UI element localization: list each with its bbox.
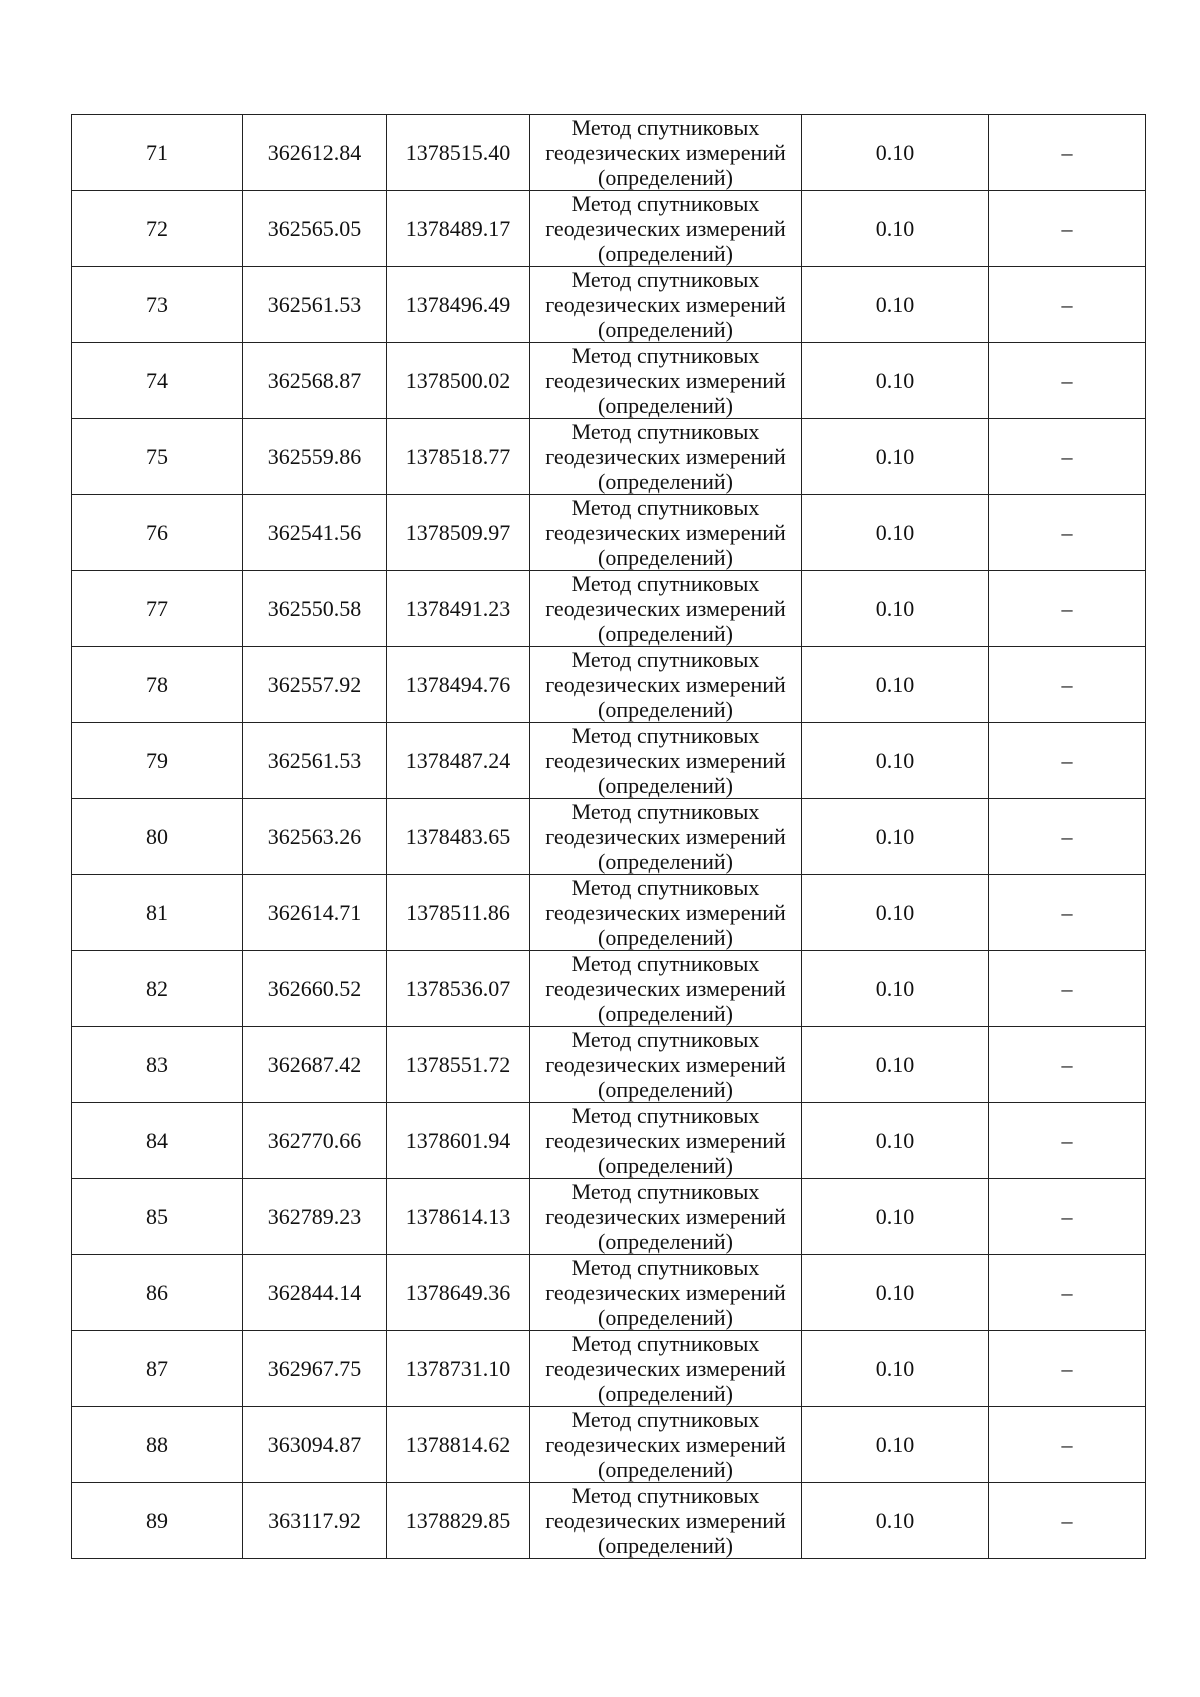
x-coordinate-cell: 362687.42	[243, 1027, 387, 1103]
note-cell: –	[989, 343, 1146, 419]
y-coordinate-cell: 1378601.94	[387, 1103, 530, 1179]
method-line: Метод спутниковых	[571, 343, 760, 368]
accuracy-cell: 0.10	[802, 1027, 989, 1103]
y-coordinate-cell: 1378491.23	[387, 571, 530, 647]
method-line: геодезических измерений	[545, 1128, 786, 1153]
method-cell	[530, 1179, 802, 1255]
method-cell	[530, 1483, 802, 1559]
table-row	[72, 1483, 1146, 1559]
table-row	[72, 1255, 1146, 1331]
method-cell	[530, 495, 802, 571]
accuracy-cell: 0.10	[802, 799, 989, 875]
table-row	[72, 115, 1146, 191]
note-cell: –	[989, 191, 1146, 267]
x-coordinate-cell: 362789.23	[243, 1179, 387, 1255]
accuracy-cell: 0.10	[802, 1179, 989, 1255]
method-line: Метод спутниковых	[571, 495, 760, 520]
method-cell	[530, 799, 802, 875]
table-row	[72, 571, 1146, 647]
method-line: Метод спутниковых	[571, 1103, 760, 1128]
y-coordinate-cell: 1378500.02	[387, 343, 530, 419]
note-cell: –	[989, 1255, 1146, 1331]
method-line: (определений)	[598, 1001, 733, 1026]
accuracy-cell: 0.10	[802, 495, 989, 571]
note-cell: –	[989, 647, 1146, 723]
method-line: Метод спутниковых	[571, 1407, 760, 1432]
y-coordinate-cell: 1378829.85	[387, 1483, 530, 1559]
table-row	[72, 1331, 1146, 1407]
x-coordinate-cell: 362561.53	[243, 267, 387, 343]
y-coordinate-cell: 1378518.77	[387, 419, 530, 495]
method-cell	[530, 723, 802, 799]
table-row	[72, 343, 1146, 419]
point-number-cell: 76	[72, 495, 243, 571]
method-line: геодезических измерений	[545, 140, 786, 165]
accuracy-cell: 0.10	[802, 571, 989, 647]
method-line: геодезических измерений	[545, 824, 786, 849]
y-coordinate-cell: 1378731.10	[387, 1331, 530, 1407]
accuracy-cell: 0.10	[802, 647, 989, 723]
accuracy-cell: 0.10	[802, 951, 989, 1027]
table-row	[72, 1027, 1146, 1103]
method-line: геодезических измерений	[545, 900, 786, 925]
method-line: (определений)	[598, 317, 733, 342]
method-cell	[530, 571, 802, 647]
point-number-cell: 71	[72, 115, 243, 191]
x-coordinate-cell: 362557.92	[243, 647, 387, 723]
method-line: (определений)	[598, 1229, 733, 1254]
coordinates-table-body	[72, 115, 1146, 1559]
method-line: (определений)	[598, 1077, 733, 1102]
accuracy-cell: 0.10	[802, 1483, 989, 1559]
x-coordinate-cell: 362550.58	[243, 571, 387, 647]
method-line: (определений)	[598, 925, 733, 950]
method-line: (определений)	[598, 773, 733, 798]
method-line: (определений)	[598, 849, 733, 874]
y-coordinate-cell: 1378496.49	[387, 267, 530, 343]
method-line: (определений)	[598, 621, 733, 646]
method-cell	[530, 419, 802, 495]
accuracy-cell: 0.10	[802, 723, 989, 799]
method-line: (определений)	[598, 241, 733, 266]
coordinates-table	[71, 114, 1146, 1559]
x-coordinate-cell: 362568.87	[243, 343, 387, 419]
point-number-cell: 73	[72, 267, 243, 343]
method-line: Метод спутниковых	[571, 951, 760, 976]
method-cell	[530, 191, 802, 267]
point-number-cell: 86	[72, 1255, 243, 1331]
table-row	[72, 267, 1146, 343]
method-line: Метод спутниковых	[571, 1255, 760, 1280]
point-number-cell: 87	[72, 1331, 243, 1407]
accuracy-cell: 0.10	[802, 1103, 989, 1179]
point-number-cell: 85	[72, 1179, 243, 1255]
note-cell: –	[989, 951, 1146, 1027]
method-cell	[530, 647, 802, 723]
method-cell	[530, 1027, 802, 1103]
note-cell: –	[989, 419, 1146, 495]
method-line: (определений)	[598, 1153, 733, 1178]
x-coordinate-cell: 362561.53	[243, 723, 387, 799]
note-cell: –	[989, 571, 1146, 647]
method-line: (определений)	[598, 1305, 733, 1330]
note-cell: –	[989, 1103, 1146, 1179]
point-number-cell: 78	[72, 647, 243, 723]
method-line: Метод спутниковых	[571, 1179, 760, 1204]
accuracy-cell: 0.10	[802, 267, 989, 343]
y-coordinate-cell: 1378649.36	[387, 1255, 530, 1331]
accuracy-cell: 0.10	[802, 115, 989, 191]
accuracy-cell: 0.10	[802, 1407, 989, 1483]
x-coordinate-cell: 362541.56	[243, 495, 387, 571]
method-line: геодезических измерений	[545, 216, 786, 241]
method-line: Метод спутниковых	[571, 115, 760, 140]
method-line: геодезических измерений	[545, 596, 786, 621]
method-line: геодезических измерений	[545, 976, 786, 1001]
method-cell	[530, 1103, 802, 1179]
method-cell	[530, 115, 802, 191]
accuracy-cell: 0.10	[802, 419, 989, 495]
y-coordinate-cell: 1378536.07	[387, 951, 530, 1027]
note-cell: –	[989, 1179, 1146, 1255]
method-line: Метод спутниковых	[571, 267, 760, 292]
x-coordinate-cell: 363117.92	[243, 1483, 387, 1559]
point-number-cell: 77	[72, 571, 243, 647]
x-coordinate-cell: 362559.86	[243, 419, 387, 495]
x-coordinate-cell: 362565.05	[243, 191, 387, 267]
y-coordinate-cell: 1378509.97	[387, 495, 530, 571]
table-row	[72, 723, 1146, 799]
point-number-cell: 75	[72, 419, 243, 495]
method-line: Метод спутниковых	[571, 419, 760, 444]
note-cell: –	[989, 799, 1146, 875]
y-coordinate-cell: 1378515.40	[387, 115, 530, 191]
accuracy-cell: 0.10	[802, 875, 989, 951]
method-line: Метод спутниковых	[571, 191, 760, 216]
table-row	[72, 951, 1146, 1027]
method-cell	[530, 267, 802, 343]
method-cell	[530, 951, 802, 1027]
method-line: (определений)	[598, 165, 733, 190]
method-line: (определений)	[598, 1533, 733, 1558]
y-coordinate-cell: 1378494.76	[387, 647, 530, 723]
x-coordinate-cell: 362660.52	[243, 951, 387, 1027]
method-line: (определений)	[598, 469, 733, 494]
point-number-cell: 83	[72, 1027, 243, 1103]
point-number-cell: 72	[72, 191, 243, 267]
y-coordinate-cell: 1378489.17	[387, 191, 530, 267]
accuracy-cell: 0.10	[802, 343, 989, 419]
method-line: Метод спутниковых	[571, 723, 760, 748]
method-line: геодезических измерений	[545, 1508, 786, 1533]
method-line: Метод спутниковых	[571, 647, 760, 672]
point-number-cell: 89	[72, 1483, 243, 1559]
x-coordinate-cell: 362612.84	[243, 115, 387, 191]
point-number-cell: 82	[72, 951, 243, 1027]
y-coordinate-cell: 1378614.13	[387, 1179, 530, 1255]
method-line: Метод спутниковых	[571, 1027, 760, 1052]
x-coordinate-cell: 362967.75	[243, 1331, 387, 1407]
y-coordinate-cell: 1378814.62	[387, 1407, 530, 1483]
y-coordinate-cell: 1378483.65	[387, 799, 530, 875]
table-row	[72, 647, 1146, 723]
table-row	[72, 495, 1146, 571]
note-cell: –	[989, 1483, 1146, 1559]
point-number-cell: 80	[72, 799, 243, 875]
method-line: (определений)	[598, 1381, 733, 1406]
method-line: Метод спутниковых	[571, 1331, 760, 1356]
method-line: геодезических измерений	[545, 292, 786, 317]
y-coordinate-cell: 1378511.86	[387, 875, 530, 951]
point-number-cell: 84	[72, 1103, 243, 1179]
y-coordinate-cell: 1378551.72	[387, 1027, 530, 1103]
method-line: геодезических измерений	[545, 1356, 786, 1381]
method-line: геодезических измерений	[545, 1204, 786, 1229]
method-line: (определений)	[598, 1457, 733, 1482]
method-line: геодезических измерений	[545, 444, 786, 469]
method-line: геодезических измерений	[545, 1052, 786, 1077]
method-cell	[530, 1407, 802, 1483]
note-cell: –	[989, 267, 1146, 343]
x-coordinate-cell: 362770.66	[243, 1103, 387, 1179]
accuracy-cell: 0.10	[802, 1255, 989, 1331]
method-line: геодезических измерений	[545, 1432, 786, 1457]
method-line: геодезических измерений	[545, 368, 786, 393]
method-line: Метод спутниковых	[571, 875, 760, 900]
method-cell	[530, 343, 802, 419]
method-line: (определений)	[598, 545, 733, 570]
table-row	[72, 875, 1146, 951]
table-row	[72, 1407, 1146, 1483]
point-number-cell: 74	[72, 343, 243, 419]
method-line: Метод спутниковых	[571, 799, 760, 824]
method-line: (определений)	[598, 697, 733, 722]
point-number-cell: 81	[72, 875, 243, 951]
accuracy-cell: 0.10	[802, 191, 989, 267]
note-cell: –	[989, 495, 1146, 571]
table-row	[72, 799, 1146, 875]
x-coordinate-cell: 362614.71	[243, 875, 387, 951]
x-coordinate-cell: 362563.26	[243, 799, 387, 875]
note-cell: –	[989, 1027, 1146, 1103]
table-row	[72, 419, 1146, 495]
method-cell	[530, 1331, 802, 1407]
note-cell: –	[989, 1331, 1146, 1407]
table-row	[72, 1179, 1146, 1255]
table-row	[72, 191, 1146, 267]
note-cell: –	[989, 1407, 1146, 1483]
method-line: геодезических измерений	[545, 520, 786, 545]
note-cell: –	[989, 723, 1146, 799]
x-coordinate-cell: 362844.14	[243, 1255, 387, 1331]
method-cell	[530, 1255, 802, 1331]
point-number-cell: 88	[72, 1407, 243, 1483]
x-coordinate-cell: 363094.87	[243, 1407, 387, 1483]
method-line: Метод спутниковых	[571, 1483, 760, 1508]
table-row	[72, 1103, 1146, 1179]
method-line: Метод спутниковых	[571, 571, 760, 596]
accuracy-cell: 0.10	[802, 1331, 989, 1407]
method-line: геодезических измерений	[545, 1280, 786, 1305]
y-coordinate-cell: 1378487.24	[387, 723, 530, 799]
method-cell	[530, 875, 802, 951]
method-line: (определений)	[598, 393, 733, 418]
note-cell: –	[989, 115, 1146, 191]
method-line: геодезических измерений	[545, 748, 786, 773]
note-cell: –	[989, 875, 1146, 951]
method-line: геодезических измерений	[545, 672, 786, 697]
point-number-cell: 79	[72, 723, 243, 799]
